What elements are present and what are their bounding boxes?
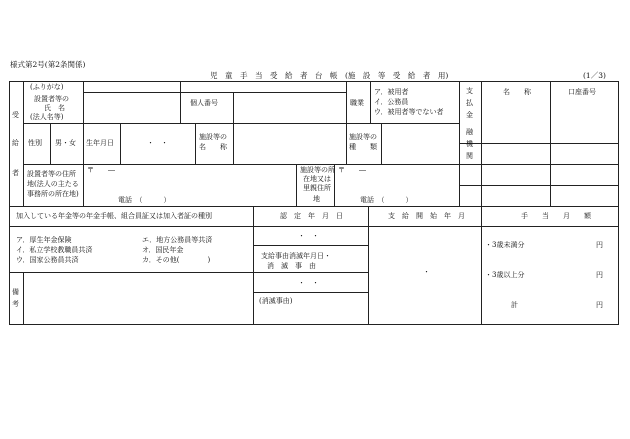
founder-label: 設置者等の (34, 95, 69, 103)
under3-yen: 円 (596, 241, 603, 249)
pension-header: 加入している年金等の年金手帳、組合員証又は加入者証の種別 (16, 212, 212, 220)
account-number-label: 口座番号 (568, 88, 596, 96)
facility-address-label-4: 地 (313, 195, 320, 203)
cert-date-header: 認 定 年 月 日 (280, 212, 343, 220)
form-number: 様式第2号(第2条関係) (10, 60, 86, 69)
birth-date-dots: ・ ・ (147, 139, 168, 147)
pay-char-6: 関 (466, 152, 473, 160)
facility-postal-mark: 〒 ― (338, 166, 366, 174)
pay-start-dot: ・ (423, 268, 430, 276)
facility-type-label-2: 種 類 (349, 143, 377, 151)
label-ju: 受 (12, 111, 19, 119)
pension-option-a: ア．厚生年金保険 (16, 236, 72, 244)
occupation-label: 職業 (350, 99, 364, 107)
furigana-label: (ふりがな) (30, 83, 64, 91)
name-label: 氏 名 (44, 104, 65, 112)
pay-char-4: 融 (466, 128, 473, 136)
facility-phone-label: 電話 （ ） (360, 196, 413, 204)
facility-name-label-2: 名 称 (199, 143, 227, 151)
gender-label: 性別 (28, 139, 42, 147)
occupation-option-a: ア．被用者 (374, 88, 409, 96)
end-reason-label: (消滅事由) (259, 297, 293, 305)
bank-name-label: 名 称 (503, 88, 531, 96)
pension-option-o: オ．国民年金 (142, 246, 184, 254)
corp-label: (法人名等) (30, 113, 64, 121)
personal-number-label: 個人番号 (190, 99, 218, 107)
gender-values: 男・女 (55, 139, 76, 147)
address-label-2: 地(法人の主たる (27, 180, 79, 188)
cert-date-dots: ・ ・ (298, 232, 319, 240)
pay-char-5: 機 (466, 140, 473, 148)
remarks-char-1: 備 (12, 288, 19, 296)
remarks-char-2: 考 (12, 300, 19, 308)
pension-option-e: エ．地方公務員等共済 (142, 236, 213, 244)
pension-option-ka: カ．その他( ) (142, 256, 211, 264)
under3-label: ・3歳未満分 (485, 241, 525, 249)
address-label-3: 事務所の所在地) (27, 190, 79, 198)
pay-char-2: 払 (466, 99, 473, 107)
page-number: (1／3) (583, 71, 606, 80)
pay-char-3: 金 (466, 111, 473, 119)
facility-address-label-3: 里親住所 (303, 184, 331, 192)
pay-char-1: 支 (466, 87, 473, 95)
address-label-1: 設置者等の住所 (27, 170, 76, 178)
pension-option-i: イ．私立学校教職員共済 (16, 246, 93, 254)
over3-label: ・3歳以上分 (485, 271, 525, 279)
postal-mark: 〒 ― (87, 166, 115, 174)
payment-end-label-1: 支給事由消滅年月日・ (261, 252, 331, 260)
occupation-option-u: ウ．被用者等でない者 (374, 108, 444, 116)
facility-address-label-2: 在地又は (303, 175, 331, 183)
total-label: 計 (511, 301, 518, 309)
birth-label: 生年月日 (86, 139, 114, 147)
facility-address-label-1: 施設等の所 (300, 166, 335, 174)
label-sha: 者 (12, 169, 19, 177)
total-yen: 円 (596, 301, 603, 309)
over3-yen: 円 (596, 271, 603, 279)
facility-type-label-1: 施設等の (349, 133, 377, 141)
occupation-option-i: イ．公務員 (374, 98, 409, 106)
phone-label: 電話 （ ） (118, 196, 171, 204)
page-title: 児 童 手 当 受 給 者 台 帳 (施 設 等 受 給 者 用) (210, 71, 449, 80)
allowance-header: 手 当 月 額 (521, 212, 591, 220)
facility-name-label-1: 施設等の (199, 133, 227, 141)
end-date-dots: ・ ・ (298, 279, 319, 287)
payment-end-label-2: 消 滅 事 由 (267, 262, 316, 270)
pension-option-u: ウ．国家公務員共済 (16, 256, 79, 264)
pay-start-header: 支 給 開 始 年 月 (388, 212, 465, 220)
label-kyu: 給 (12, 139, 19, 147)
